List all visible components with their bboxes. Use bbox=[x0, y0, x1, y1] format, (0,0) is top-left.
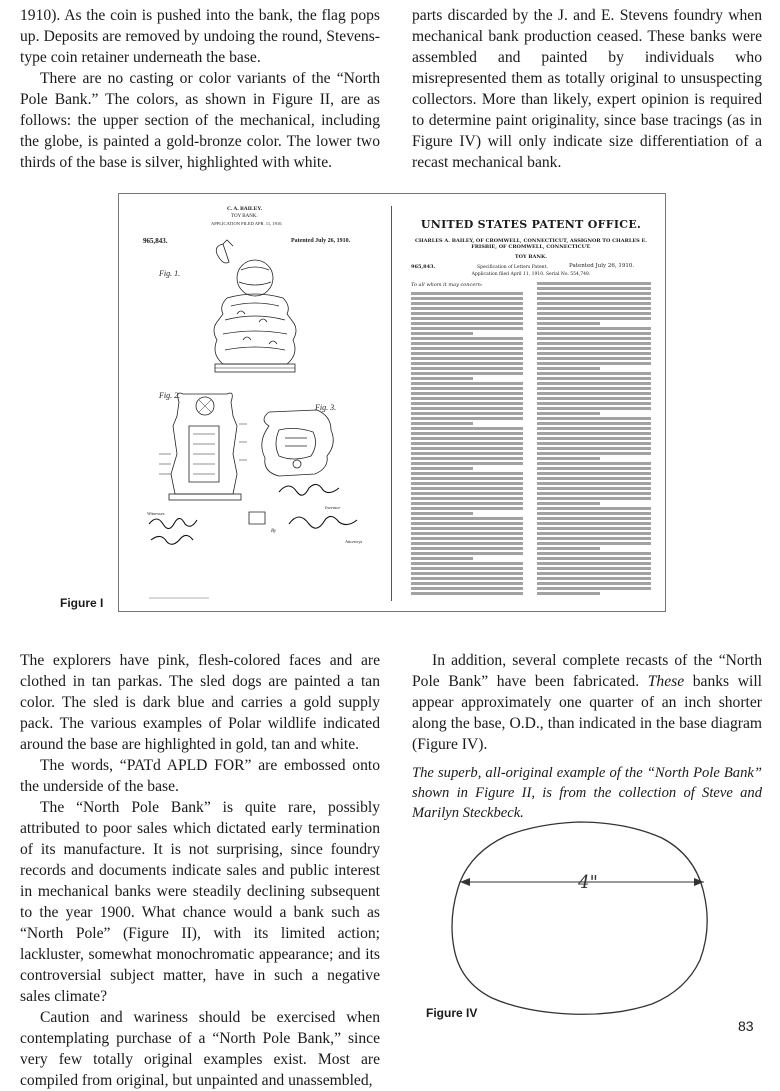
fine-print-line bbox=[411, 407, 523, 410]
fine-print-line bbox=[411, 487, 523, 490]
fine-print-line bbox=[411, 362, 523, 365]
fine-print-line bbox=[537, 412, 600, 415]
photo-caption: The superb, all-original example of the “North Pole Bank” shown in Figure II, is from the collection of Steve and Marilyn Steckbeck. bbox=[412, 765, 762, 821]
patent-subject: TOY BANK. bbox=[514, 254, 548, 260]
fine-print-line bbox=[537, 577, 651, 580]
fine-print-line bbox=[411, 377, 473, 380]
fine-print-line bbox=[411, 527, 523, 530]
fine-print-line bbox=[411, 432, 523, 435]
by-label: By bbox=[271, 529, 277, 534]
fine-print-line bbox=[537, 367, 600, 370]
attorneys-label: Attorneys bbox=[345, 539, 363, 544]
fine-print-line bbox=[537, 432, 651, 435]
text-run: banks will appear approximately one quarter of an inch shorter along the base, O.D., than indicated in the base diagram (Figure IV). bbox=[412, 673, 762, 753]
paragraph: There are no casting or color variants of the “North Pole Bank.” The colors, as shown in Figure II, are as follows: the upper section of the mechanical, including the globe, is painted a gold-bronze color. The lower two thirds of the base is silver, highlighted with white. bbox=[20, 70, 380, 171]
fine-print-line bbox=[537, 572, 651, 575]
fine-print-line bbox=[411, 477, 523, 480]
patent-text-column-2 bbox=[537, 280, 651, 596]
fine-print-line bbox=[411, 427, 523, 430]
fine-print-line bbox=[537, 377, 651, 380]
fine-print-line bbox=[411, 532, 523, 535]
fine-print-line bbox=[411, 447, 523, 450]
fine-print-line bbox=[537, 372, 651, 375]
fine-print-line bbox=[411, 587, 523, 590]
patent-date: Patented July 26, 1910. bbox=[291, 238, 351, 244]
fine-print-line bbox=[411, 422, 473, 425]
fine-print-line bbox=[537, 592, 600, 595]
fine-print-line bbox=[537, 442, 651, 445]
fine-print-line bbox=[411, 472, 523, 475]
patent-spec: Specification of Letters Patent. bbox=[477, 265, 548, 270]
fine-print-line bbox=[411, 552, 523, 555]
fine-print-line bbox=[537, 397, 651, 400]
fine-print-line bbox=[411, 327, 523, 330]
fine-print-line bbox=[411, 297, 523, 300]
fine-print-line bbox=[537, 387, 651, 390]
top-right-column bbox=[412, 5, 762, 173]
fine-print-line bbox=[537, 467, 651, 470]
fine-print-line bbox=[537, 452, 651, 455]
fine-print-line bbox=[537, 327, 651, 330]
fig-3-label: Fig. 3. bbox=[315, 403, 337, 412]
fine-print-line bbox=[537, 347, 651, 350]
patent-text-column-1 bbox=[411, 290, 523, 596]
page-number: 83 bbox=[738, 1018, 754, 1034]
fine-print-line bbox=[411, 497, 523, 500]
bottom-left-column bbox=[20, 650, 380, 1091]
fine-print-line bbox=[537, 392, 651, 395]
figure-1-label: Figure I bbox=[60, 596, 104, 610]
fine-print-line bbox=[411, 367, 523, 370]
fine-print-line bbox=[537, 557, 651, 560]
fine-print-line bbox=[411, 357, 523, 360]
fine-print-line bbox=[537, 342, 651, 345]
fine-print-line bbox=[411, 582, 523, 585]
top-left-column bbox=[20, 5, 380, 173]
fine-print-line bbox=[537, 362, 651, 365]
assignor-line: CHARLES A. BAILEY, OF CROMWELL, CONNECTICUT, ASSIGNOR TO CHARLES E. FRISBIE, OF CROMWELL, CONNECTICUT. bbox=[414, 238, 648, 250]
fine-print-line bbox=[411, 442, 523, 445]
figure-4-label: Figure IV bbox=[426, 1006, 478, 1020]
patent-number: 965,843. bbox=[143, 237, 168, 245]
fine-print-line bbox=[411, 542, 523, 545]
paragraph: The explorers have pink, flesh-colored faces and are clothed in tan parkas. The sled dogs are painted a tan color. The sled is dark blue and carries a gold supply pack. The various examples of Polar wildlife indicated around the base are highlighted in gold, tan and white. bbox=[20, 652, 380, 753]
base-outline bbox=[452, 822, 707, 1014]
fine-print-line bbox=[537, 547, 600, 550]
patent-date: Patented July 26, 1910. bbox=[569, 263, 635, 269]
salutation: To all whom it may concern: bbox=[411, 282, 483, 288]
paragraph: parts discarded by the J. and E. Stevens foundry when mechanical bank production ceased. These banks were assembled and painted by individuals who misrepresented them as totally original to unsuspecting collectors. More than likely, expert opinion is required to determine paint originality, since base tracings (as in Figure IV) will only indicate size differentiation of a recast mechanical bank. bbox=[412, 7, 762, 171]
fine-print-line bbox=[411, 322, 523, 325]
fine-print-line bbox=[537, 582, 651, 585]
patent-office-title: UNITED STATES PATENT OFFICE. bbox=[420, 218, 642, 231]
fine-print-line bbox=[411, 402, 523, 405]
fine-print-line bbox=[411, 567, 523, 570]
fine-print-line bbox=[537, 517, 651, 520]
patent-drawing-artwork bbox=[119, 194, 389, 609]
fine-print-line bbox=[537, 427, 651, 430]
fine-print-line bbox=[411, 382, 523, 385]
fine-print-line bbox=[411, 572, 523, 575]
fine-print-line bbox=[537, 437, 651, 440]
fine-print-line bbox=[411, 312, 523, 315]
paragraph: Caution and wariness should be exercised when contemplating purchase of a “North Pole Bank,” since very few totally original examples exist. Most are compiled from original, but unpainted and unassembled, bbox=[20, 1009, 380, 1089]
fine-print-line bbox=[537, 552, 651, 555]
paragraph bbox=[412, 650, 762, 755]
fine-print-line bbox=[411, 462, 523, 465]
fine-print-line bbox=[411, 557, 473, 560]
fine-print-line bbox=[537, 542, 651, 545]
fine-print-line bbox=[537, 567, 651, 570]
fine-print-line bbox=[537, 477, 651, 480]
fine-print-line bbox=[537, 507, 651, 510]
fine-print-line bbox=[411, 452, 523, 455]
fine-print-line bbox=[411, 342, 523, 345]
fine-print-line bbox=[537, 587, 651, 590]
patent-inventor: C. A. BAILEY. bbox=[227, 206, 263, 212]
fine-print-line bbox=[537, 497, 651, 500]
fine-print-line bbox=[537, 487, 651, 490]
paragraph: The words, “PATd APLD FOR” are embossed onto the underside of the base. bbox=[20, 757, 380, 795]
fine-print-line bbox=[411, 512, 473, 515]
sheet-divider bbox=[391, 206, 392, 601]
fine-print-line bbox=[411, 437, 523, 440]
witnesses-label: Witnesses bbox=[147, 511, 165, 516]
fine-print-line bbox=[411, 482, 523, 485]
fine-print-line bbox=[537, 332, 651, 335]
bottom-right-column bbox=[412, 650, 762, 823]
fine-print-line bbox=[537, 292, 651, 295]
fine-print-line bbox=[537, 352, 651, 355]
fine-print-line bbox=[537, 562, 651, 565]
fine-print-line bbox=[537, 472, 651, 475]
emphasis: These bbox=[647, 673, 685, 690]
fine-print-line bbox=[537, 337, 651, 340]
fine-print-line bbox=[537, 382, 651, 385]
patent-number: 965,843. bbox=[411, 264, 436, 270]
fine-print-line bbox=[537, 312, 651, 315]
fine-print-line bbox=[537, 502, 600, 505]
fine-print-line bbox=[411, 317, 523, 320]
fine-print-line bbox=[537, 522, 651, 525]
fine-print-line bbox=[537, 317, 651, 320]
fine-print-line bbox=[411, 352, 523, 355]
fine-print-line bbox=[411, 302, 523, 305]
fine-print-line bbox=[537, 527, 651, 530]
fine-print-line bbox=[411, 537, 523, 540]
fine-print-line bbox=[411, 522, 523, 525]
fine-print-line bbox=[411, 562, 523, 565]
fine-print-line bbox=[411, 467, 473, 470]
fine-print-line bbox=[537, 537, 651, 540]
fine-print-line bbox=[411, 307, 523, 310]
text-run: In addition, several complete recasts of the “North Pole Bank” have been fabricated. bbox=[412, 652, 762, 690]
patent-application-line: Application filed April 11, 1910. Serial No. 554,748. bbox=[471, 272, 591, 277]
fine-print-line bbox=[411, 547, 523, 550]
fine-print-line bbox=[411, 417, 523, 420]
dimension-label: 4" bbox=[578, 872, 598, 893]
fine-print-line bbox=[537, 422, 651, 425]
fine-print-line bbox=[411, 412, 523, 415]
fine-print-line bbox=[411, 337, 523, 340]
fine-print-line bbox=[411, 387, 523, 390]
fine-print-line bbox=[537, 532, 651, 535]
inventor-label: Inventor bbox=[325, 505, 341, 510]
fig-2-label: Fig. 2. bbox=[159, 391, 181, 400]
paragraph: 1910). As the coin is pushed into the bank, the flag pops up. Deposits are removed by undoing the round, Stevens-type coin retainer underneath the base. bbox=[20, 7, 380, 66]
fine-print-line bbox=[537, 402, 651, 405]
fine-print-line bbox=[411, 332, 473, 335]
fine-print-line bbox=[411, 517, 523, 520]
paragraph: The “North Pole Bank” is quite rare, possibly attributed to poor sales which dictated early termination of its manufacture. It is not surprising, since foundry records and documents indicate sales and public interest in mechanical banks were steadily declining subsequent to the year 1900. What chance would a bank such as “North Pole” (Figure II), with its limited action; lackluster, somewhat monochromatic appearance; and its controversial subject matter, have in such a negative sales climate? bbox=[20, 799, 380, 1005]
fine-print-line bbox=[537, 417, 651, 420]
figure-4-base-tracing bbox=[440, 818, 720, 1018]
fine-print-line bbox=[537, 322, 600, 325]
fine-print-line bbox=[411, 592, 523, 595]
fine-print-line bbox=[411, 492, 523, 495]
fine-print-line bbox=[537, 447, 651, 450]
fine-print-line bbox=[411, 292, 523, 295]
fine-print-line bbox=[411, 577, 523, 580]
fine-print-line bbox=[537, 462, 651, 465]
fine-print-line bbox=[411, 392, 523, 395]
fine-print-line bbox=[537, 302, 651, 305]
patent-drawing-sheet bbox=[119, 194, 389, 609]
fine-print-line bbox=[411, 457, 523, 460]
fine-print-line bbox=[411, 397, 523, 400]
fine-print-line bbox=[411, 507, 523, 510]
fine-print-line bbox=[537, 357, 651, 360]
fine-print-line bbox=[537, 297, 651, 300]
fine-print-line bbox=[537, 512, 651, 515]
fine-print-line bbox=[537, 407, 651, 410]
fine-print-line bbox=[537, 482, 651, 485]
fine-print-line bbox=[537, 287, 651, 290]
fine-print-line bbox=[537, 282, 651, 285]
patent-application: APPLICATION FILED APR. 11, 1910. bbox=[211, 221, 283, 226]
patent-text-sheet bbox=[397, 194, 665, 609]
fine-print-line bbox=[411, 347, 523, 350]
patent-subject: TOY BANK. bbox=[231, 214, 258, 219]
fine-print-line bbox=[411, 372, 523, 375]
fine-print-line bbox=[537, 307, 651, 310]
fine-print-line bbox=[411, 502, 523, 505]
fig-1-label: Fig. 1. bbox=[159, 269, 181, 278]
fine-print-line bbox=[537, 492, 651, 495]
figure-1-patent-drawing bbox=[118, 193, 666, 612]
fine-print-line bbox=[537, 457, 600, 460]
